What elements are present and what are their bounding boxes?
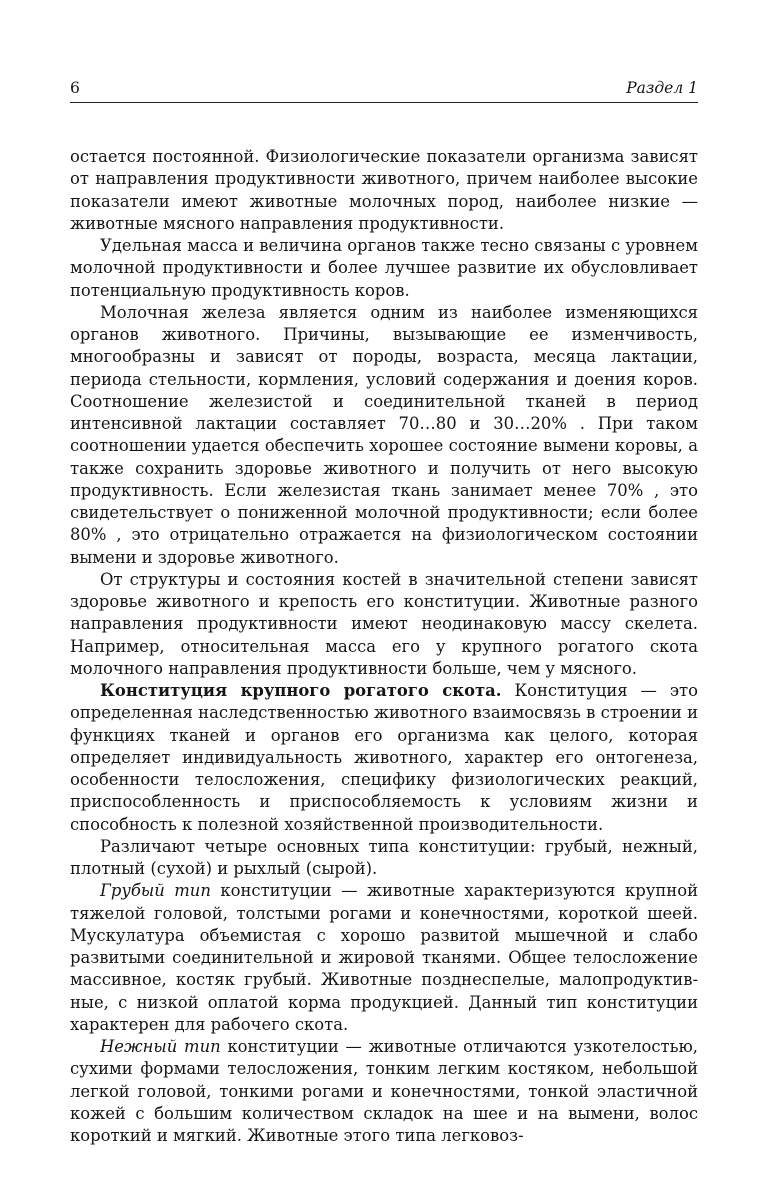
paragraph-3 — [70, 302, 698, 569]
italic-term-delicate-type: Нежный тип — [100, 1037, 221, 1056]
paragraph-8 — [70, 1036, 698, 1147]
paragraph-text: Различают четыре основных типа конституции: грубый, нежный, плотный (сухой) и рыхлый (сырой). — [70, 836, 698, 878]
body-text — [70, 146, 698, 1147]
paragraph-4 — [70, 569, 698, 680]
section-title: Раздел 1 — [626, 79, 698, 97]
running-head — [70, 78, 698, 103]
paragraph-text: Удельная масса и величина органов также тесно связаны с уровнем молочной продуктивности и более лучшее развитие их обусловливает потенциальную продуктивность коров. — [70, 236, 698, 300]
paragraph-text: конституции — животные характеризуются крупной тяжелой головой, толстыми рогами и конечностями, короткой шеей. Мускулатура объемистая с хорошо развитой мышечной и слабо развитыми соединительной и жировой тканями. Общее телосложение массивное, костяк грубый. Животные позднеспелые, малопродуктивные, с низкой оплатой корма продукцией. Данный тип конституции характерен для рабочего скота. — [70, 881, 698, 1034]
paragraph-text: Конституция — это определенная наследственностью животного взаимосвязь в строении и функциях тканей и органов его организма как целого, которая определяет индивидуальность животного, характер его онтогенеза, особенности телосложения, специфику физиологических реакций, приспособленность и приспособляемость к условиям жизни и способность к полезной хозяйственной производительности. — [70, 681, 698, 834]
paragraph-5 — [70, 680, 698, 836]
paragraph-7 — [70, 880, 698, 1036]
italic-term-coarse-type: Грубый тип — [100, 881, 211, 901]
paragraph-6 — [70, 836, 698, 881]
paragraph-2 — [70, 235, 698, 302]
bold-heading-constitution: Конституция крупного рогатого скота. — [100, 681, 502, 700]
paragraph-1 — [70, 146, 698, 235]
paragraph-text: Молочная железа является одним из наиболее изменяющихся органов животного. Причины, вызывающие ее изменчивость, многообразны и зависят от породы, возраста, месяца лактации, периода стельности, кормления, условий содержания и доения коров. Соотношение железистой и соединительной тканей в период интенсивной лактации составляет 70…80 и 30…20% . При таком соотношении удается обеспечить хорошее состояние вымени коровы, а также сохранить здоровье животного и получить от него высокую продуктивность. Если железистая ткань занимает менее 70% , это свидетельствует о пониженной молочной продуктивности; если более 80% , это отрицательно отражается на физиологическом состоянии вымени и здоровье животного. — [70, 302, 698, 567]
paragraph-text: остается постоянной. Физиологические показатели организма зависят от направления продуктивности животного, причем наиболее высокие показатели имеют животные молочных пород, наиболее низкие — животные мясного направления продуктивности. — [70, 147, 698, 233]
paragraph-text: От структуры и состояния костей в значительной степени зависят здоровье животного и крепость его конституции. Животные разного направления продуктивности имеют неодинаковую массу скелета. Например, относительная масса его у крупного рогатого скота молочного направления продуктивности больше, чем у мясного. — [70, 569, 698, 678]
book-page — [70, 78, 698, 1147]
paragraph-text: конституции — животные отличаются узкотелостью, сухими формами телосложения, тонким легким костяком, небольшой легкой головой, тонкими рогами и конечностями, тонкой эластичной кожей с большим количеством складок на шее и на вымени, волос короткий и мягкий. Животные этого типа легковоз- — [70, 1037, 699, 1145]
page-number: 6 — [70, 79, 80, 97]
